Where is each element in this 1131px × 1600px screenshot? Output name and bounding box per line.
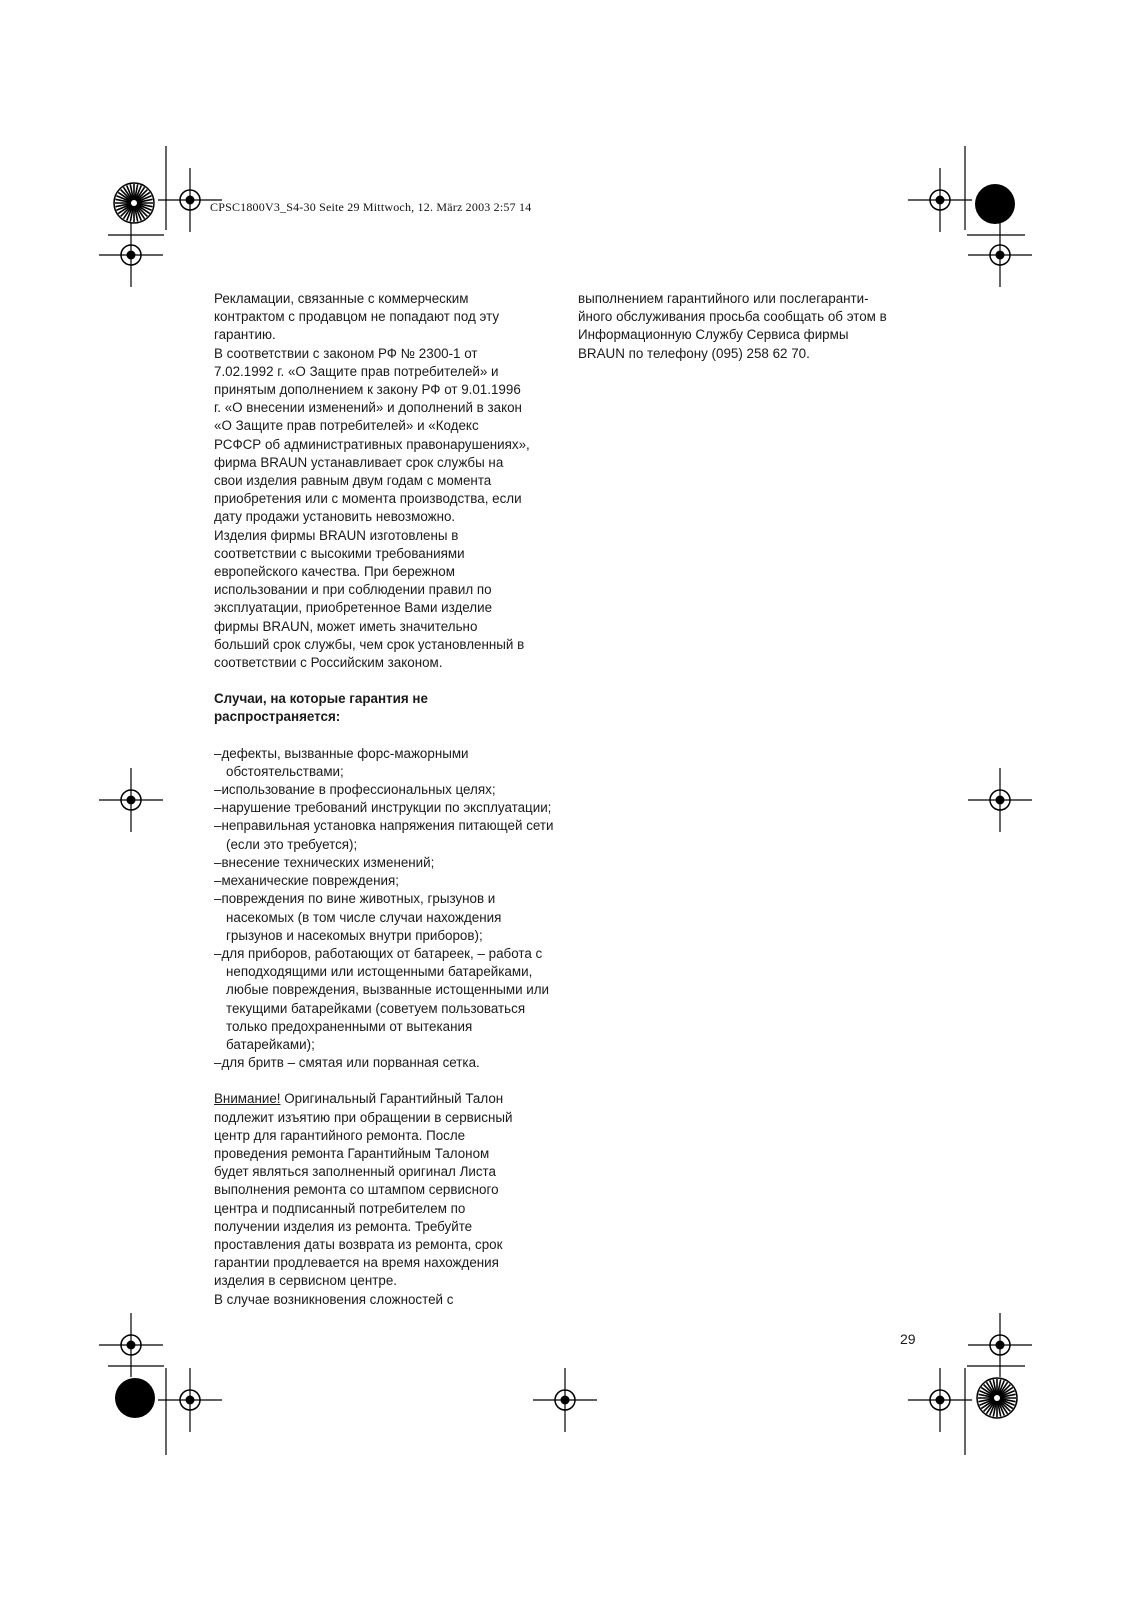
text-line: РСФСР об административных правонарушениях», [214,436,530,452]
text-line: фирма BRAUN устанавливает срок службы на [214,454,504,470]
right-column [578,290,918,363]
text-line: изделия в сервисном центре. [214,1273,397,1289]
text-line: центр для гарантийного ремонта. После [214,1127,466,1143]
exclusion-item: –повреждения по вине животных, грызунов и насекомых (в том числе случаи нахождения грызунов и насекомых внутри приборов); [214,891,502,943]
heading-line: Случаи, на которые гарантия не [214,691,428,707]
exclusions-list [214,745,554,1073]
exclusions-heading [214,690,554,726]
text-line: проведения ремонта Гарантийным Талоном [214,1145,490,1161]
text-line: эксплуатации, приобретенное Вами изделие [214,600,493,616]
text-line: 7.02.1992 г. «О Защите прав потребителей» и [214,363,499,379]
text-line: Изделия фирмы BRAUN изготовлены в [214,527,459,543]
text-line: гарантии продлевается на время нахождения [214,1255,499,1271]
text-line: BRAUN по телефону (095) 258 62 70. [578,345,810,361]
text-line: использовании и при соблюдении правил по [214,582,492,598]
notice-first-line: Оригинальный Гарантийный Талон [280,1091,504,1107]
exclusion-item: –внесение технических изменений; [214,854,435,870]
text-line: контрактом с продавцом не попадают под эту [214,309,500,325]
text-line: больший срок службы, чем срок установленный в [214,636,525,652]
text-line: подлежит изъятию при обращении в сервисный [214,1109,513,1125]
text-line: будет являться заполненный оригинал Листа [214,1164,496,1180]
text-line: выполнения ремонта со штампом сервисного [214,1182,499,1198]
page-number: 29 [900,1331,916,1347]
heading-line: распространяется: [214,709,341,725]
text-line: В соответствии с законом РФ № 2300-1 от [214,345,478,361]
text-line: выполнением гарантийного или послегаранти- [578,291,869,306]
exclusion-item: –использование в профессиональных целях; [214,782,496,798]
exclusion-item: –механические повреждения; [214,873,399,889]
text-line: принятым дополнением к закону РФ от 9.01.1996 [214,382,521,398]
print-slug-header: CPSC1800V3_S4-30 Seite 29 Mittwoch, 12. März 2003 2:57 14 [210,200,532,214]
text-line: «О Защите прав потребителей» и «Кодекс [214,418,479,434]
exclusion-item: –для приборов, работающих от батареек, – работа с неподходящими или истощенными батарейками, любые повреждения, вызванные истощенными или текущими батарейками (советуем пользоваться только предохраненными от вытекания батарейками); [214,945,550,1052]
text-line: дату продажи установить невозможно. [214,509,456,525]
left-column [214,290,554,1309]
exclusion-item: –нарушение требований инструкции по эксплуатации; [214,800,552,816]
exclusion-item: –для бритв – смятая или порванная сетка. [214,1055,480,1071]
text-line: В случае возникновения сложностей с [214,1291,454,1307]
exclusion-item: –неправильная установка напряжения питающей сети (если это требуется); [214,818,554,852]
warranty-intro [214,290,554,672]
text-line: йного обслуживания просьба сообщать об этом в [578,309,887,325]
text-line: приобретения или с момента производства, если [214,491,522,507]
text-line: соответствии с высокими требованиями [214,545,465,561]
text-line: соответствии с Российским законом. [214,655,443,671]
text-line: гарантию. [214,327,276,343]
text-line: Рекламации, связанные с коммерческим [214,291,469,306]
notice-label: Внимание! [214,1091,281,1107]
text-line: получении изделия из ремонта. Требуйте [214,1218,473,1234]
warranty-notice [214,1090,554,1308]
exclusion-item: –дефекты, вызванные форс-мажорными обстоятельствами; [214,745,469,779]
text-line: проставления даты возврата из ремонта, срок [214,1236,503,1252]
text-line: свои изделия равным двум годам с момента [214,473,492,489]
text-line: Информационную Службу Сервиса фирмы [578,327,849,343]
text-line: центра и подписанный потребителем по [214,1200,466,1216]
text-line: г. «О внесении изменений» и дополнений в закон [214,400,522,416]
text-line: фирмы BRAUN, может иметь значительно [214,618,478,634]
text-line: европейского качества. При бережном [214,564,455,580]
